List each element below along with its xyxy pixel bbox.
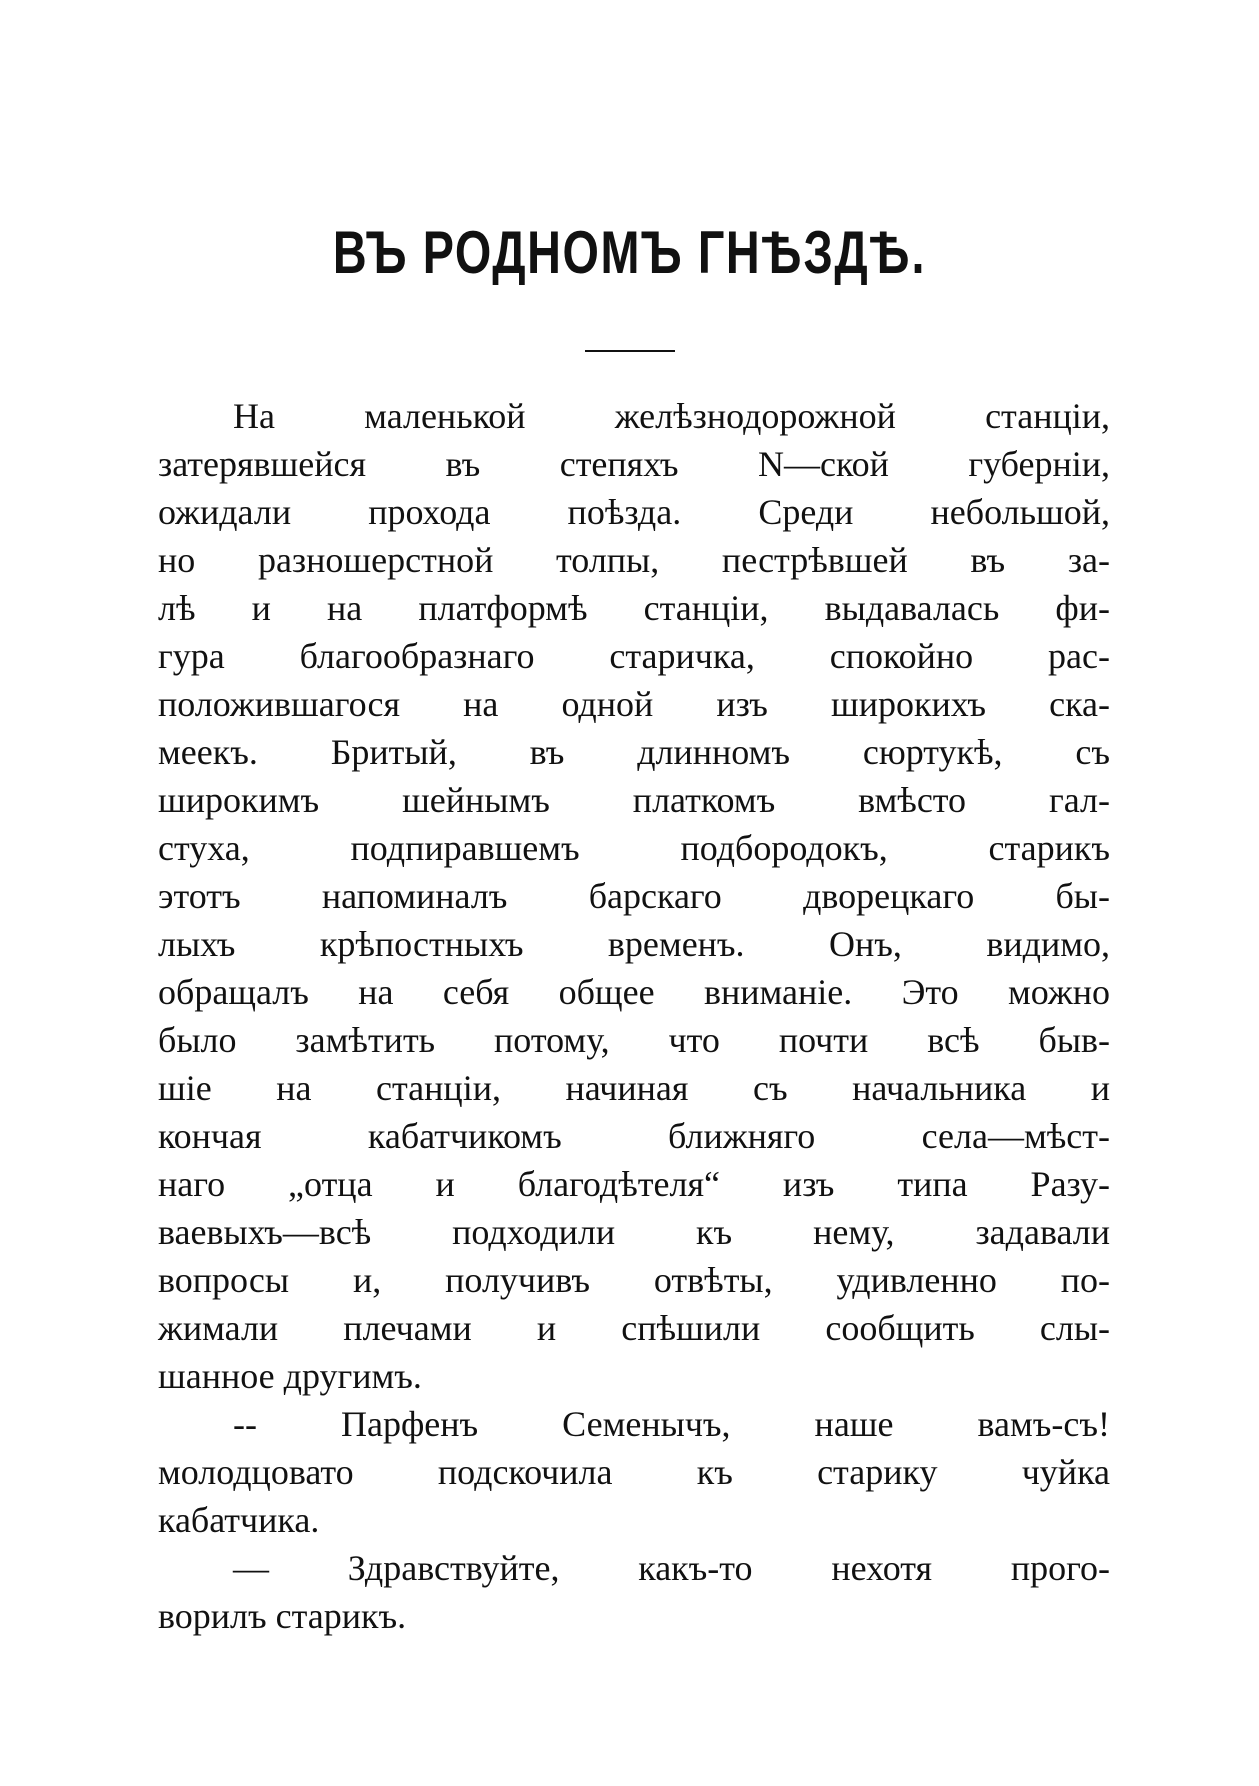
text-line: ожидали прохода поѣзда. Среди небольшой, bbox=[158, 492, 1110, 532]
text-line: лѣ и на платформѣ станціи, выдавалась фи- bbox=[158, 588, 1110, 628]
text-line: молодцовато подскочила къ старику чуйка bbox=[158, 1452, 1110, 1492]
paragraph bbox=[158, 1400, 1110, 1544]
text-line: стуха, подпиравшемъ подбородокъ, старикъ bbox=[158, 828, 1110, 868]
text-line: кончая кабатчикомъ ближняго села—мѣст- bbox=[158, 1116, 1110, 1156]
title-divider bbox=[585, 350, 675, 352]
text-line: шанное другимъ. bbox=[158, 1356, 422, 1396]
text-line: этотъ напоминалъ барскаго дворецкаго бы- bbox=[158, 876, 1110, 916]
text-line: широкимъ шейнымъ платкомъ вмѣсто гал- bbox=[158, 780, 1110, 820]
text-line: меекъ. Бритый, въ длинномъ сюртукѣ, съ bbox=[158, 732, 1110, 772]
text-line: но разношерстной толпы, пестрѣвшей въ за- bbox=[158, 540, 1110, 580]
text-line: затерявшейся въ степяхъ N—ской губерніи, bbox=[158, 444, 1110, 484]
text-line: жимали плечами и спѣшили сообщить слы- bbox=[158, 1308, 1110, 1348]
text-line: ваевыхъ—всѣ подходили къ нему, задавали bbox=[158, 1212, 1110, 1252]
text-line: было замѣтить потому, что почти всѣ быв- bbox=[158, 1020, 1110, 1060]
paragraph bbox=[158, 1544, 1110, 1640]
text-line: положившагося на одной изъ широкихъ ска- bbox=[158, 684, 1110, 724]
paragraph bbox=[158, 392, 1110, 1400]
text-line: гура благообразнаго старичка, спокойно рас- bbox=[158, 636, 1110, 676]
text-line: ворилъ старикъ. bbox=[158, 1596, 407, 1636]
text-line: вопросы и, получивъ отвѣты, удивленно по- bbox=[158, 1260, 1110, 1300]
text-line: шіе на станціи, начиная съ начальника и bbox=[158, 1068, 1110, 1108]
text-line: На маленькой желѣзнодорожной станціи, bbox=[233, 396, 1110, 436]
text-line: наго „отца и благодѣтеля“ изъ типа Разу- bbox=[158, 1164, 1110, 1204]
text-line: -- Парфенъ Семенычъ, наше вамъ-съ! bbox=[233, 1404, 1110, 1444]
chapter-title: ВЪ РОДНОМЪ ГНѢЗДѢ. bbox=[332, 219, 927, 286]
text-line: кабатчика. bbox=[158, 1500, 320, 1540]
text-line: — Здравствуйте, какъ-то нехотя прого- bbox=[233, 1548, 1110, 1588]
body-text bbox=[158, 392, 1110, 1640]
text-line: лыхъ крѣпостныхъ временъ. Онъ, видимо, bbox=[158, 924, 1110, 964]
text-line: обращалъ на себя общее вниманіе. Это можно bbox=[158, 972, 1110, 1012]
